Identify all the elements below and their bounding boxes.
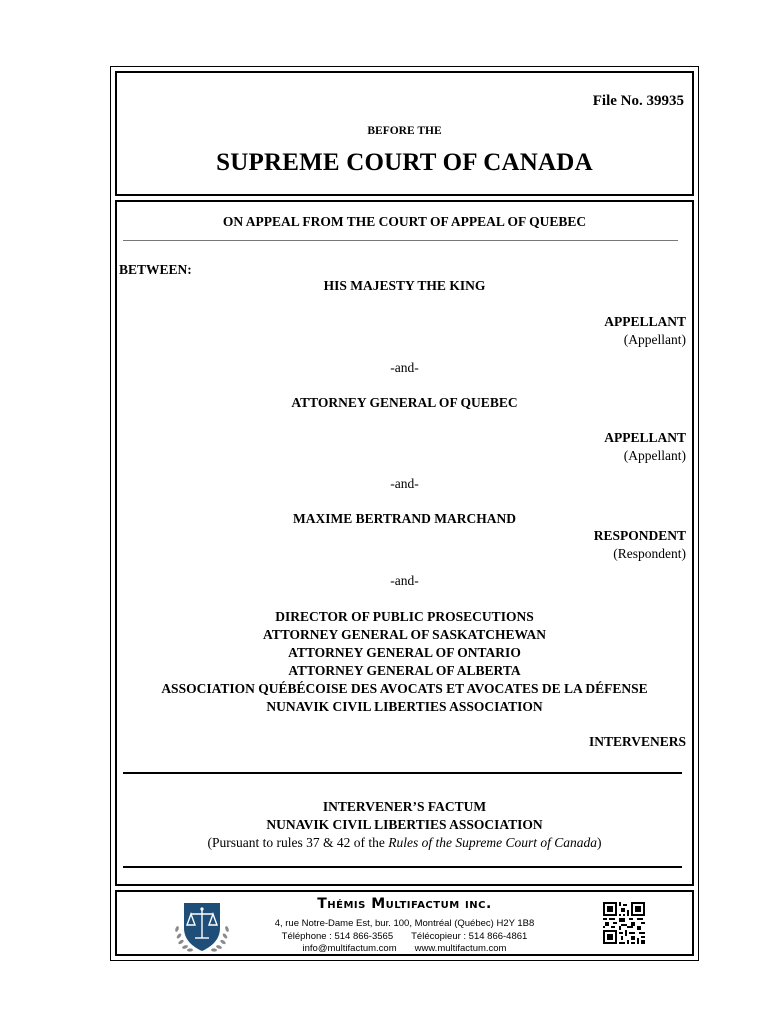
divider [123, 866, 682, 868]
rules-prefix: (Pursuant to rules 37 & 42 of the [207, 835, 389, 850]
intervener-item: ATTORNEY GENERAL OF SASKATCHEWAN [263, 627, 546, 642]
rules-suffix: ) [596, 835, 602, 850]
divider [123, 772, 682, 774]
party-sub-role: (Appellant) [623, 332, 686, 347]
divider [123, 240, 678, 241]
party-sub-role: (Appellant) [623, 448, 686, 463]
footer-section [115, 890, 694, 956]
party-name: HIS MAJESTY THE KING [323, 278, 486, 293]
party-role: APPELLANT [604, 314, 686, 329]
interveners-list [117, 608, 692, 716]
before-the-label: BEFORE THE [367, 125, 442, 137]
factum-block [117, 798, 692, 852]
party-name: MAXIME BERTRAND MARCHAND [292, 511, 516, 526]
appeal-from: ON APPEAL FROM THE COURT OF APPEAL OF QUEBEC [222, 214, 587, 229]
firm-name: Thémis Multifactum inc. [317, 896, 492, 912]
party-role: APPELLANT [604, 430, 686, 445]
between-label: BETWEEN: [119, 262, 192, 277]
intervener-item: ATTORNEY GENERAL OF ONTARIO [288, 645, 521, 660]
and-separator: -and- [390, 476, 419, 491]
court-title: SUPREME COURT OF CANADA [216, 149, 593, 176]
intervener-item: NUNAVIK CIVIL LIBERTIES ASSOCIATION [266, 699, 543, 714]
factum-rules [117, 834, 692, 852]
and-separator: -and- [390, 360, 419, 375]
firm-fax: Télécopieur : 514 866-4861 [411, 930, 528, 942]
firm-address: 4, rue Notre-Dame Est, bur. 100, Montréal (Québec) H2Y 1B8 [274, 918, 535, 929]
intervener-item: DIRECTOR OF PUBLIC PROSECUTIONS [275, 609, 534, 624]
firm-website[interactable]: www.multifactum.com [414, 943, 507, 954]
qr-code-icon [603, 902, 645, 944]
firm-email[interactable]: info@multifactum.com [302, 943, 397, 954]
header-section [115, 71, 694, 196]
intervener-item: ASSOCIATION QUÉBÉCOISE DES AVOCATS ET AVOCATES DE LA DÉFENSE [161, 681, 648, 696]
case-section [115, 200, 694, 886]
party-role: RESPONDENT [593, 528, 686, 543]
factum-title: INTERVENER’S FACTUM [322, 799, 487, 814]
file-number: File No. 39935 [592, 93, 684, 109]
and-separator: -and- [390, 573, 419, 588]
intervener-item: ATTORNEY GENERAL OF ALBERTA [288, 663, 521, 678]
factum-party: NUNAVIK CIVIL LIBERTIES ASSOCIATION [266, 817, 543, 832]
party-sub-role: (Respondent) [613, 546, 686, 561]
rules-title: Rules of the Supreme Court of Canada [388, 835, 597, 850]
party-name: ATTORNEY GENERAL OF QUEBEC [291, 395, 518, 410]
document-frame [110, 66, 699, 961]
firm-phone: Téléphone : 514 866-3565 [281, 930, 394, 942]
interveners-role: INTERVENERS [588, 734, 686, 749]
